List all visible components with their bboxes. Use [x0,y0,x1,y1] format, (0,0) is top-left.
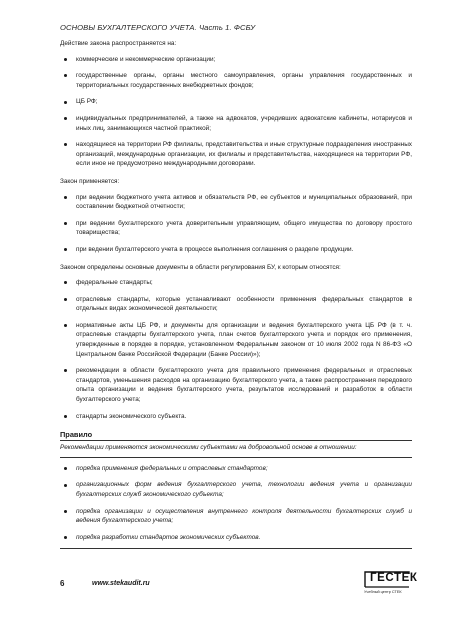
footer-url: www.stekaudit.ru [92,580,150,587]
list-item: индивидуальных предпринимателей, а также на адвокатов, учредивших адвокатские кабинеты, нотариусов и иных лиц, занимающихся частной практикой; [60,114,412,133]
list-item: при ведении бюджетного учета активов и обязательств РФ, ее субъектов и муниципальных образований, при составлении бюджетной отчетности; [60,193,412,212]
rule-intro: Рекомендации применяются экономическими субъектами на добровольной основе в отношении: [60,444,357,452]
rule-item: организационных форм ведения бухгалтерского учета, технологии ведения учета и организации бухгалтерских служб экономического субъекта; [60,480,412,499]
section-intro: Законом определены основные документы в области регулирования БУ, к которым относятся: [60,263,341,271]
page-body [60,39,412,549]
rule-divider [60,548,412,549]
rule-item: порядка разработки стандартов экономических субъектов. [60,533,412,543]
list-item: отраслевые стандарты, которые устанавливают особенности применения федеральных стандартов в отдельных видах экономической деятельности; [60,295,412,314]
list-item: стандарты экономического субъекта. [60,412,412,422]
list-item: находящиеся на территории РФ филиалы, представительства и иные структурные подразделения иностранных организаций, международные организации, их филиалы и представительства, находящиеся на территории РФ, если иное не предусмотрено международными договорами. [60,140,412,169]
stek-logo [364,569,418,601]
list-item: при ведении бухгалтерского учета доверительным управляющим, общего имущества по договору простого товарищества; [60,219,412,238]
running-header: ОСНОВЫ БУХГАЛТЕРСКОГО УЧЕТА. Часть 1. ФСБУ [60,23,256,32]
logo-text: ГЕСТЕК [370,572,418,584]
rule-list [60,464,412,543]
page-number: 6 [60,579,65,588]
bullet-list [60,55,412,169]
section-intro: Действие закона распространяется на: [60,40,177,47]
bullet-list [60,193,412,255]
rule-box [60,429,412,549]
list-item: нормативные акты ЦБ РФ, и документы для организации и ведения бухгалтерского учета ЦБ РФ (в т. ч. отраслевые стандарты бухгалтерского учета, план счетов бухгалтерского учета и порядок его применения, утвержденные в порядке в порядке, установленном Федеральным законом от 10 июля 2002 года N 86-ФЗ «О Центральном банке Российской Федерации (Банке России)»); [60,321,412,359]
logo-caption: Учебный центр СТЕК [364,590,402,594]
list-item: рекомендации в области бухгалтерского учета для правильного применения федеральных и отраслевых стандартов, уменьшения расходов на организацию бухгалтерского учета, а также распространения передового опыта организации и ведения бухгалтерского учета, результатов исследований и разработок в области бухгалтерского учета; [60,366,412,404]
section-intro: Закон применяется: [60,177,120,185]
bullet-list [60,278,412,421]
list-item: государственные органы, органы местного самоуправления, органы управления государственных и территориальных государственных внебюджетных фондов; [60,71,412,90]
rule-divider [60,457,412,458]
list-item: при ведении бухгалтерского учета в процессе выполнения соглашения о разделе продукции. [60,245,412,255]
list-item: федеральные стандарты; [60,278,412,288]
list-item: ЦБ РФ; [60,97,412,107]
list-item: коммерческие и некоммерческие организации; [60,55,412,65]
rule-item: порядка организации и осуществления внутреннего контроля деятельности бухгалтерских служб и ведения бухгалтерского учета; [60,507,412,526]
rule-title: Правило [60,430,93,440]
rule-divider [60,440,412,441]
rule-item: порядка применения федеральных и отраслевых стандартов; [60,464,412,474]
